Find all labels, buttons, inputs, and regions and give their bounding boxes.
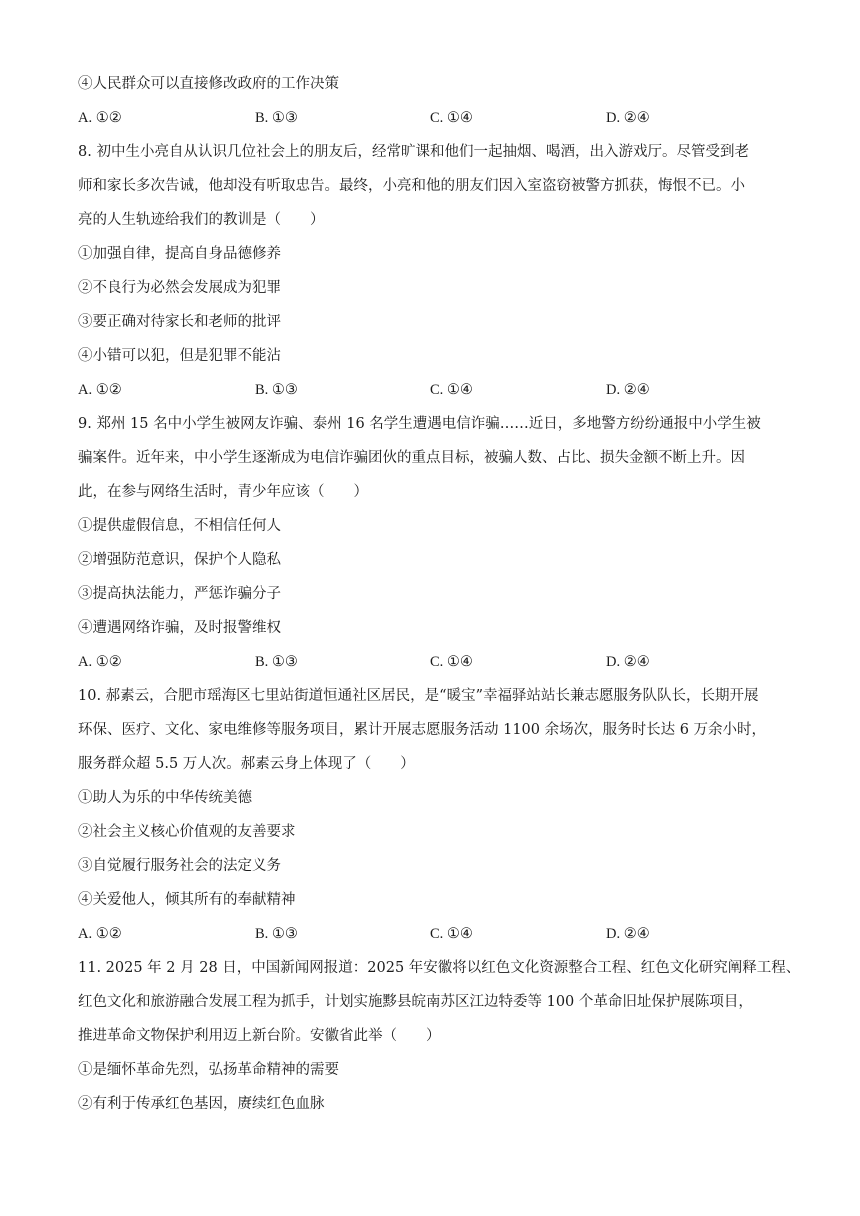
- q9-options: [78, 648, 786, 682]
- q9-choice-2: ②增强防范意识，保护个人隐私: [78, 552, 281, 568]
- q10-options: [78, 920, 786, 954]
- q8-option-a: A. ①②: [78, 382, 122, 398]
- q10-option-a: A. ①②: [78, 926, 122, 942]
- q10-option-d: D. ②④: [606, 926, 650, 942]
- q8-option-c: C. ①④: [430, 382, 473, 398]
- q10-choice-2: ②社会主义核心价值观的友善要求: [78, 824, 296, 840]
- q8-stem-line-2: 师和家长多次告诫，他却没有听取忠告。最终，小亮和他的朋友们因入室盗窃被警方抓获，悔恨不已。小: [78, 178, 745, 194]
- q10-option-c: C. ①④: [430, 926, 473, 942]
- q10-choice-1: ①助人为乐的中华传统美德: [78, 790, 252, 806]
- q9-choice-4: ④遭遇网络诈骗，及时报警维权: [78, 620, 281, 636]
- q7-choice-4: ④人民群众可以直接修改政府的工作决策: [78, 76, 339, 92]
- q7-option-d: D. ②④: [606, 110, 650, 126]
- q8-option-d: D. ②④: [606, 382, 650, 398]
- q10-choice-4: ④关爱他人，倾其所有的奉献精神: [78, 892, 296, 908]
- q7-option-b: B. ①③: [255, 110, 298, 126]
- q10-stem-line-1: 10. 郝素云，合肥市瑶海区七里站街道恒通社区居民，是“暖宝”幸福驿站站长兼志愿服务队队长，长期开展: [78, 688, 759, 704]
- q9-option-d: D. ②④: [606, 654, 650, 670]
- q8-stem-line-3: 亮的人生轨迹给我们的教训是（ ）: [78, 212, 325, 228]
- q11-choice-1: ①是缅怀革命先烈，弘扬革命精神的需要: [78, 1062, 339, 1078]
- q9-choice-3: ③提高执法能力，严惩诈骗分子: [78, 586, 281, 602]
- q9-choice-1: ①提供虚假信息，不相信任何人: [78, 518, 281, 534]
- q9-stem-line-2: 骗案件。近年来，中小学生逐渐成为电信诈骗团伙的重点目标，被骗人数、占比、损失金额不断上升。因: [78, 450, 745, 466]
- q7-options: [78, 104, 786, 138]
- q11-stem-line-1: 11. 2025 年 2 月 28 日，中国新闻网报道：2025 年安徽将以红色文化资源整合工程、红色文化研究阐释工程、: [78, 960, 801, 976]
- q9-stem-line-1: 9. 郑州 15 名中小学生被网友诈骗、泰州 16 名学生遭遇电信诈骗……近日，多地警方纷纷通报中小学生被: [78, 416, 761, 432]
- q9-stem-line-3: 此，在参与网络生活时，青少年应该（ ）: [78, 484, 368, 500]
- q8-stem-line-1: 8. 初中生小亮自从认识几位社会上的朋友后，经常旷课和他们一起抽烟、喝酒，出入游戏厅。尽管受到老: [78, 144, 749, 160]
- q9-option-b: B. ①③: [255, 654, 298, 670]
- q8-choice-3: ③要正确对待家长和老师的批评: [78, 314, 281, 330]
- q7-option-c: C. ①④: [430, 110, 473, 126]
- q10-stem-line-3: 服务群众超 5.5 万人次。郝素云身上体现了（ ）: [78, 756, 415, 772]
- q11-choice-2: ②有利于传承红色基因，赓续红色血脉: [78, 1096, 325, 1112]
- q10-choice-3: ③自觉履行服务社会的法定义务: [78, 858, 281, 874]
- q8-choice-4: ④小错可以犯，但是犯罪不能沾: [78, 348, 281, 364]
- q9-option-a: A. ①②: [78, 654, 122, 670]
- exam-page: [78, 70, 801, 1124]
- q7-option-a: A. ①②: [78, 110, 122, 126]
- q10-stem-line-2: 环保、医疗、文化、家电维修等服务项目，累计开展志愿服务活动 1100 余场次，服务时长达 6 万余小时，: [78, 722, 767, 738]
- q10-option-b: B. ①③: [255, 926, 298, 942]
- q8-options: [78, 376, 786, 410]
- q8-option-b: B. ①③: [255, 382, 298, 398]
- q9-option-c: C. ①④: [430, 654, 473, 670]
- q11-stem-line-2: 红色文化和旅游融合发展工程为抓手，计划实施黟县皖南苏区江边特委等 100 个革命旧址保护展陈项目，: [78, 994, 753, 1010]
- q8-choice-2: ②不良行为必然会发展成为犯罪: [78, 280, 281, 296]
- q8-choice-1: ①加强自律，提高自身品德修养: [78, 246, 281, 262]
- q11-stem-line-3: 推进革命文物保护利用迈上新台阶。安徽省此举（ ）: [78, 1028, 441, 1044]
